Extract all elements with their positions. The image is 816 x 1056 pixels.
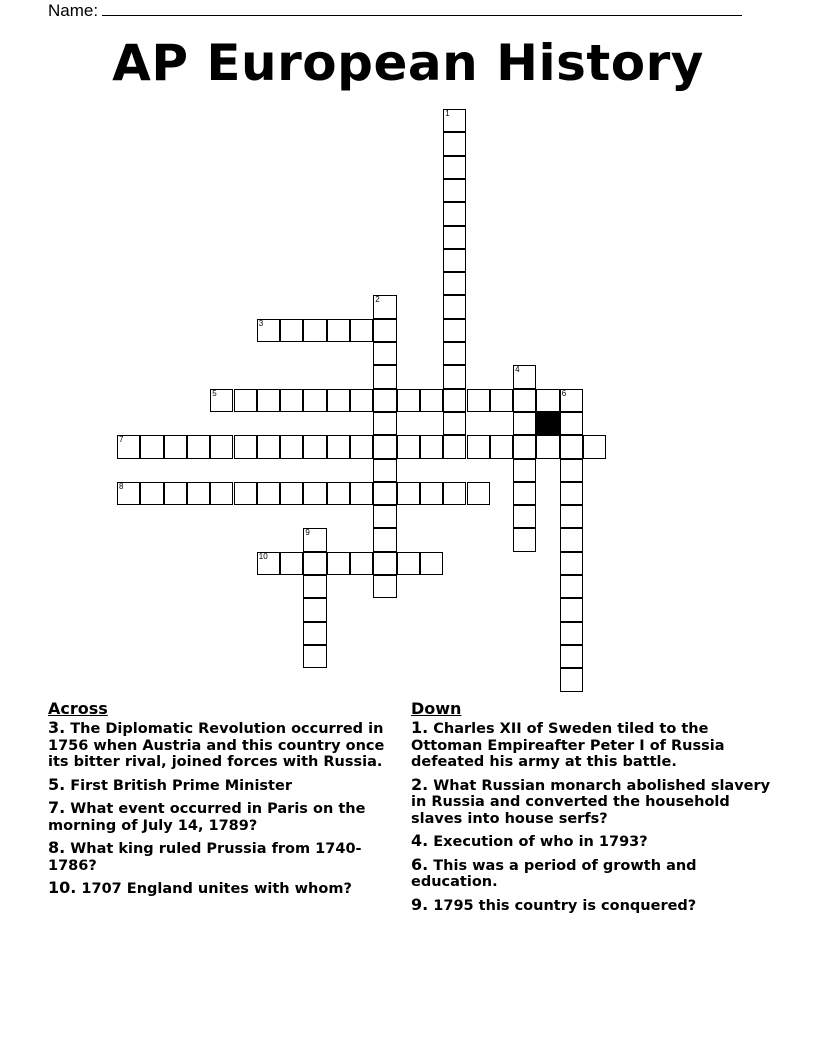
clue-text: First British Prime Minister (70, 777, 292, 794)
crossword-cell[interactable] (303, 528, 326, 551)
across-clue (48, 840, 398, 874)
crossword-cell[interactable] (373, 528, 396, 551)
crossword-cell[interactable] (303, 389, 326, 412)
crossword-cell[interactable] (373, 389, 396, 412)
crossword-cell[interactable] (373, 482, 396, 505)
clue-number-label: 1 (445, 109, 450, 118)
down-clue (411, 833, 771, 851)
crossword-cell[interactable] (280, 389, 303, 412)
crossword-cell[interactable] (560, 552, 583, 575)
down-clue (411, 774, 771, 828)
crossword-cell[interactable] (420, 389, 443, 412)
crossword-cell[interactable] (350, 389, 373, 412)
crossword-cell[interactable] (467, 389, 490, 412)
crossword-cell[interactable] (303, 435, 326, 458)
clue-text: 1707 England unites with whom? (81, 881, 352, 897)
across-clue (48, 774, 398, 795)
crossword-cell[interactable] (560, 645, 583, 668)
clue-text: This was a period of growth and education. (411, 857, 697, 890)
crossword-cell[interactable] (350, 435, 373, 458)
crossword-cell[interactable] (140, 435, 163, 458)
crossword-cell[interactable] (583, 435, 606, 458)
crossword-cell[interactable] (373, 435, 396, 458)
across-heading: Across (48, 699, 108, 718)
crossword-cell[interactable] (443, 365, 466, 388)
crossword-cell[interactable] (303, 622, 326, 645)
crossword-cell[interactable] (257, 552, 280, 575)
crossword-cell[interactable] (164, 435, 187, 458)
crossword-cell[interactable] (280, 552, 303, 575)
crossword-cell[interactable] (420, 552, 443, 575)
crossword-cell[interactable] (443, 179, 466, 202)
crossword-cell[interactable] (327, 482, 350, 505)
across-clue (48, 720, 398, 771)
clue-number-label: 8 (119, 481, 124, 491)
crossword-cell[interactable] (373, 552, 396, 575)
crossword-cell[interactable] (443, 319, 466, 342)
crossword-cell[interactable] (560, 482, 583, 505)
crossword-cell[interactable] (560, 412, 583, 435)
across-clue (48, 800, 398, 834)
crossword-cell[interactable] (560, 598, 583, 621)
crossword-cell[interactable] (350, 552, 373, 575)
clue-number: 4. (411, 831, 429, 850)
crossword-cell[interactable] (280, 435, 303, 458)
clue-number-label: 6 (561, 388, 567, 398)
crossword-cell[interactable] (234, 389, 257, 412)
crossword-cell[interactable] (443, 295, 466, 318)
clue-text: What Russian monarch abolished slavery in Russia and converted the household slaves into house serfs? (411, 777, 771, 827)
crossword-cell[interactable] (257, 319, 280, 342)
crossword-cell[interactable] (187, 482, 210, 505)
crossword-cell[interactable] (210, 389, 233, 412)
clue-text: Charles XII of Sweden tiled to the Ottoman Empireafter Peter I of Russia defeated his army at this battle. (411, 721, 725, 770)
crossword-cell[interactable] (187, 435, 210, 458)
crossword-cell[interactable] (536, 389, 559, 412)
crossword-cell[interactable] (420, 435, 443, 458)
crossword-cell[interactable] (210, 435, 233, 458)
down-heading: Down (411, 699, 462, 718)
crossword-cell[interactable] (257, 482, 280, 505)
crossword-cell[interactable] (560, 528, 583, 551)
crossword-cell[interactable] (257, 389, 280, 412)
crossword-cell[interactable] (350, 482, 373, 505)
clue-text: 1795 this country is conquered? (433, 897, 697, 914)
clue-text: What event occurred in Paris on the morning of July 14, 1789? (48, 801, 366, 834)
crossword-cell[interactable] (443, 435, 466, 458)
crossword-cell[interactable] (397, 482, 420, 505)
crossword-cell[interactable] (397, 435, 420, 458)
clue-number-label: 9 (305, 528, 310, 538)
crossword-cell[interactable] (280, 482, 303, 505)
clue-number: 8. (48, 838, 66, 857)
crossword-cell[interactable] (443, 156, 466, 179)
crossword-cell[interactable] (560, 505, 583, 528)
crossword-cell[interactable] (303, 598, 326, 621)
clue-number: 1. (411, 718, 429, 737)
crossword-cell[interactable] (140, 482, 163, 505)
crossword-cell[interactable] (257, 435, 280, 458)
crossword-cell[interactable] (327, 552, 350, 575)
clue-number: 6. (411, 854, 429, 874)
crossword-cell[interactable] (373, 319, 396, 342)
crossword-cell[interactable] (443, 109, 466, 132)
crossword-cell[interactable] (443, 226, 466, 249)
crossword-cell[interactable] (373, 505, 396, 528)
crossword-cell[interactable] (373, 342, 396, 365)
crossword-cell[interactable] (443, 202, 466, 225)
crossword-cell[interactable] (513, 459, 536, 482)
crossword-cell[interactable] (560, 575, 583, 598)
crossword-cell[interactable] (443, 482, 466, 505)
clue-number: 2. (411, 774, 429, 794)
crossword-cell[interactable] (560, 459, 583, 482)
crossword-cell[interactable] (443, 249, 466, 272)
crossword-cell[interactable] (303, 575, 326, 598)
crossword-cell[interactable] (117, 482, 140, 505)
crossword-cell[interactable] (560, 622, 583, 645)
crossword-cell[interactable] (560, 435, 583, 458)
crossword-cell[interactable] (373, 575, 396, 598)
clue-number-label: 10 (258, 551, 268, 561)
crossword-cell[interactable] (513, 435, 536, 458)
crossword-cell[interactable] (303, 645, 326, 668)
crossword-cell[interactable] (536, 435, 559, 458)
crossword-cell[interactable] (513, 482, 536, 505)
crossword-cell[interactable] (397, 552, 420, 575)
crossword-cell[interactable] (560, 389, 583, 412)
crossword-cell[interactable] (327, 389, 350, 412)
crossword-cell[interactable] (303, 552, 326, 575)
crossword-cell[interactable] (350, 319, 373, 342)
black-square (536, 412, 559, 435)
clue-text: Execution of who in 1793? (433, 834, 648, 850)
crossword-cell[interactable] (443, 389, 466, 412)
crossword-cell[interactable] (234, 482, 257, 505)
clue-number: 10. (48, 878, 77, 897)
crossword-cell[interactable] (560, 668, 583, 691)
clue-number: 9. (411, 894, 429, 914)
clue-text: What king ruled Prussia from 1740-1786? (48, 841, 362, 874)
crossword-cell[interactable] (443, 412, 466, 435)
crossword-cell[interactable] (513, 505, 536, 528)
clue-number-label: 5 (212, 388, 217, 398)
clue-number-label: 7 (119, 435, 124, 445)
crossword-cell[interactable] (513, 412, 536, 435)
crossword-cell[interactable] (327, 435, 350, 458)
name-label: Name: (48, 1, 99, 20)
clue-number: 7. (48, 798, 66, 817)
crossword-cell[interactable] (490, 435, 513, 458)
crossword-cell[interactable] (467, 482, 490, 505)
crossword-cell[interactable] (303, 482, 326, 505)
clue-number: 5. (48, 774, 66, 794)
clue-number: 3. (48, 718, 66, 737)
crossword-cell[interactable] (513, 365, 536, 388)
crossword-cell[interactable] (373, 459, 396, 482)
crossword-cell[interactable] (117, 435, 140, 458)
crossword-cell[interactable] (164, 482, 187, 505)
down-clue (411, 720, 771, 771)
crossword-cell[interactable] (467, 435, 490, 458)
crossword-cell[interactable] (373, 412, 396, 435)
clue-number-label: 4 (515, 365, 520, 375)
crossword-cell[interactable] (513, 528, 536, 551)
crossword-cell[interactable] (210, 482, 233, 505)
crossword-cell[interactable] (490, 389, 513, 412)
crossword-cell[interactable] (303, 319, 326, 342)
crossword-cell[interactable] (420, 482, 443, 505)
crossword-cell[interactable] (373, 365, 396, 388)
down-clue (411, 854, 771, 891)
page-title: AP European History (112, 34, 704, 92)
crossword-cell[interactable] (443, 132, 466, 155)
crossword-cell[interactable] (443, 342, 466, 365)
across-clues (48, 699, 398, 904)
crossword-cell[interactable] (513, 389, 536, 412)
across-clue (48, 880, 398, 898)
clue-text: The Diplomatic Revolution occurred in 1756 when Austria and this country once its bitter rival, joined forces with Russia. (48, 721, 385, 770)
crossword-cell[interactable] (327, 319, 350, 342)
crossword-cell[interactable] (234, 435, 257, 458)
crossword-cell[interactable] (443, 272, 466, 295)
clue-number-label: 2 (375, 295, 380, 305)
crossword-cell[interactable] (280, 319, 303, 342)
down-clue (411, 894, 771, 915)
clue-number-label: 3 (258, 318, 264, 328)
crossword-cell[interactable] (373, 295, 396, 318)
crossword-cell[interactable] (397, 389, 420, 412)
down-clues (411, 699, 771, 920)
